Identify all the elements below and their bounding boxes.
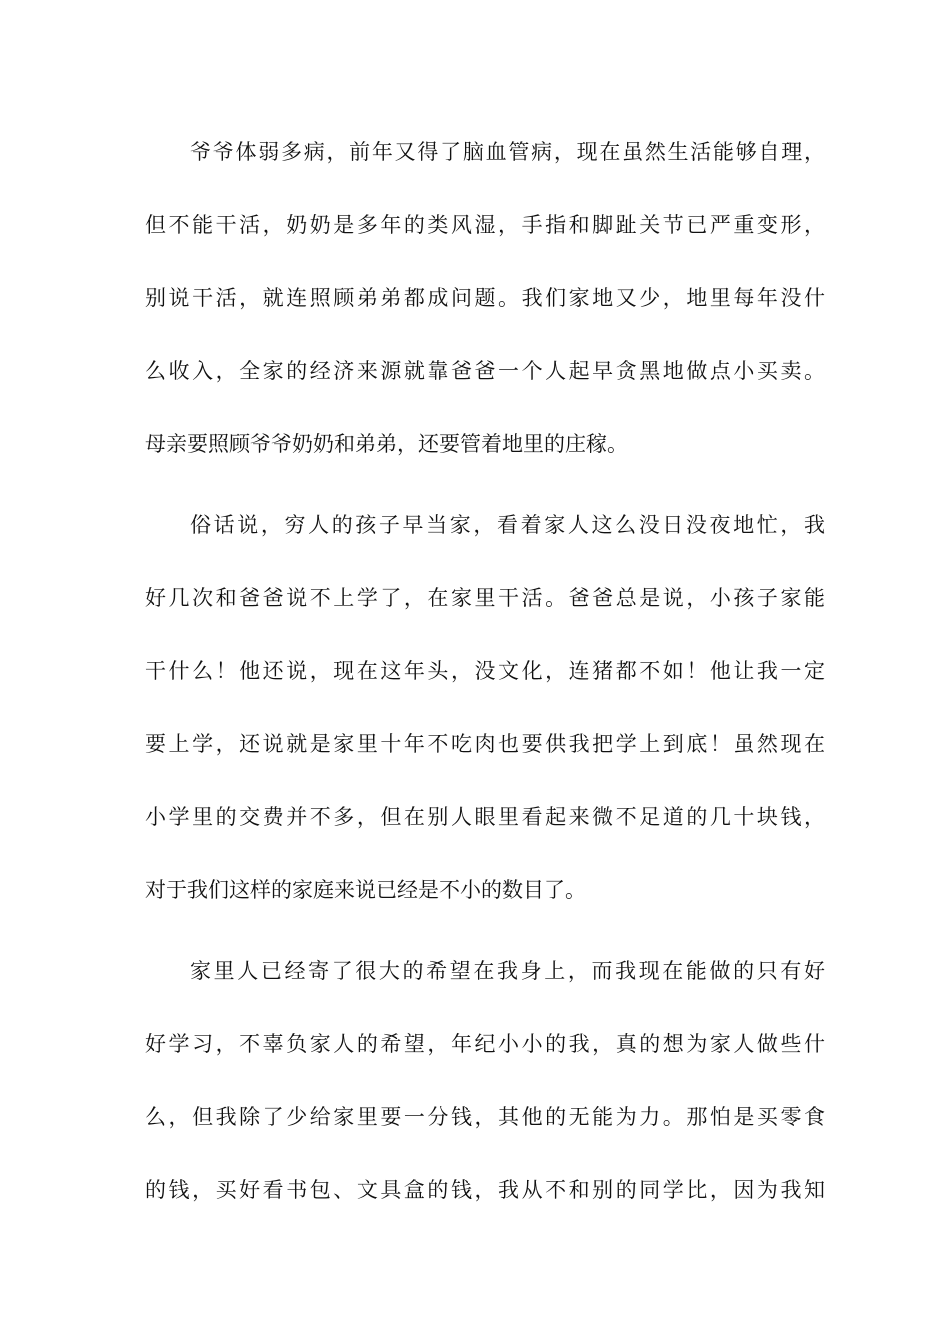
paragraph-2-line-6: 对于我们这样的家庭来说已经是不小的数目了。 — [145, 878, 586, 902]
paragraph-3-line-2: 好学习，不辜负家人的希望，年纪小小的我，真的想为家人做些什 — [145, 1032, 825, 1056]
paragraph-2-line-5: 小学里的交费并不多，但在别人眼里看起来微不足道的几十块钱， — [145, 805, 825, 829]
paragraph-2-line-2: 好几次和爸爸说不上学了，在家里干活。爸爸总是说，小孩子家能 — [145, 586, 825, 610]
paragraph-1-line-1: 爷爷体弱多病，前年又得了脑血管病，现在虽然生活能够自理， — [190, 140, 825, 164]
paragraph-1-line-5: 母亲要照顾爷爷奶奶和弟弟，还要管着地里的庄稼。 — [145, 432, 628, 456]
paragraph-2-line-4: 要上学，还说就是家里十年不吃肉也要供我把学上到底！虽然现在 — [145, 732, 825, 756]
paragraph-2-line-3: 干什么！他还说，现在这年头，没文化，连猪都不如！他让我一定 — [145, 659, 825, 683]
paragraph-3-line-1: 家里人已经寄了很大的希望在我身上，而我现在能做的只有好 — [190, 959, 825, 983]
paragraph-3-line-4: 的钱，买好看书包、文具盒的钱，我从不和别的同学比，因为我知 — [145, 1178, 825, 1202]
paragraph-1-line-2: 但不能干活，奶奶是多年的类风湿，手指和脚趾关节已严重变形， — [145, 213, 825, 237]
paragraph-1-line-4: 么收入，全家的经济来源就靠爸爸一个人起早贪黑地做点小买卖。 — [145, 359, 825, 383]
paragraph-2-line-1: 俗话说，穷人的孩子早当家，看着家人这么没日没夜地忙，我 — [190, 513, 825, 537]
paragraph-3-line-3: 么，但我除了少给家里要一分钱，其他的无能为力。那怕是买零食 — [145, 1105, 825, 1129]
paragraph-1-line-3: 别说干活，就连照顾弟弟都成问题。我们家地又少，地里每年没什 — [145, 286, 825, 310]
